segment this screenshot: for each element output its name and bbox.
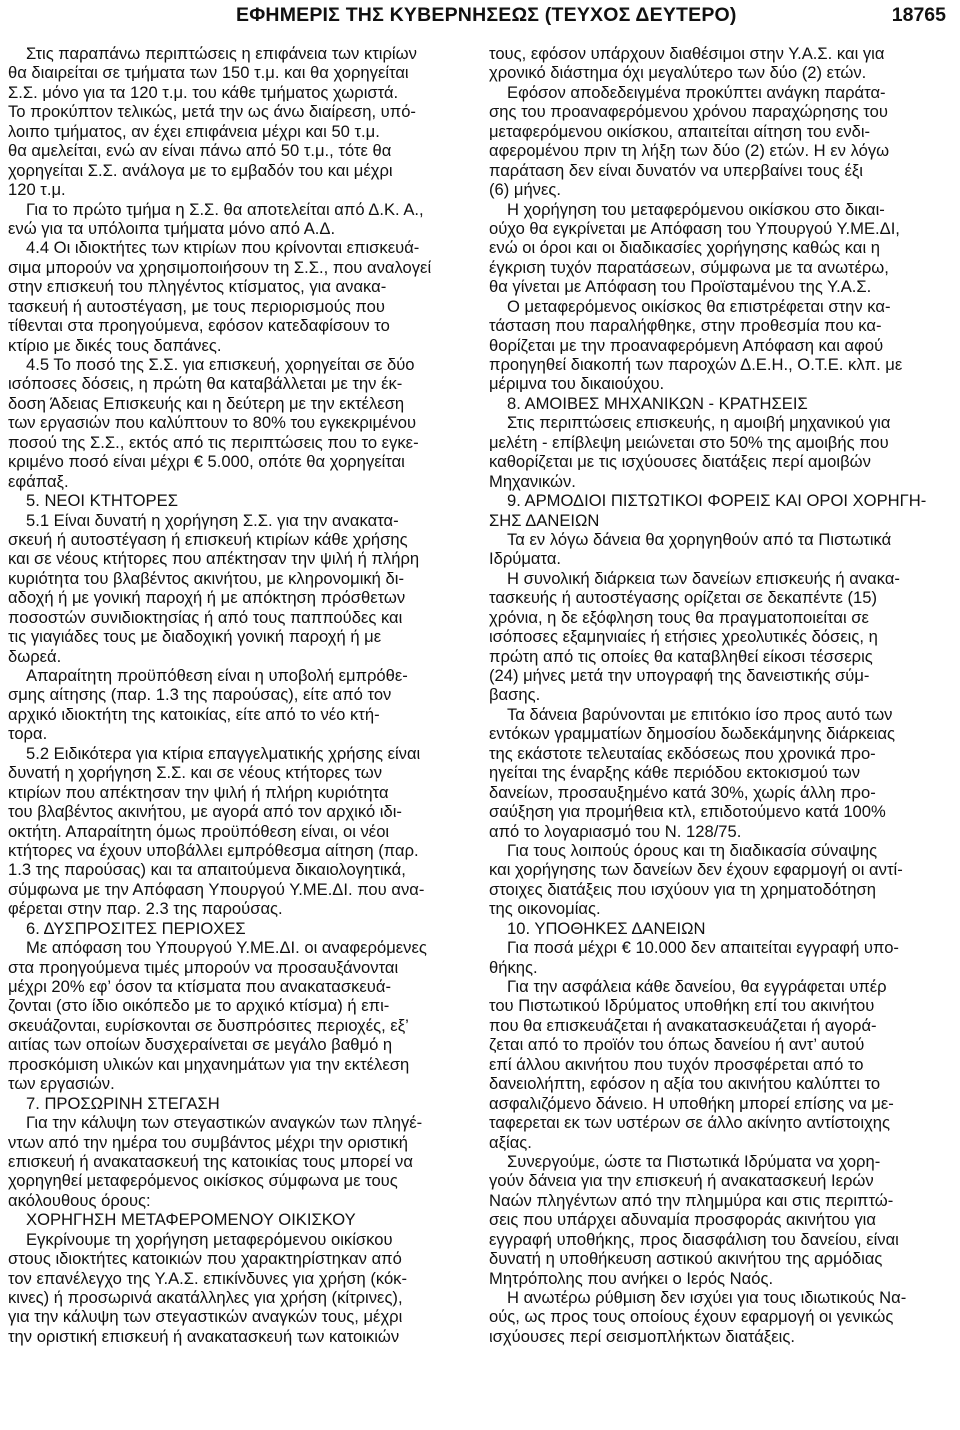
text-line: στα προηγούμενα τιμές μπορούν να προσαυξάνονται <box>8 957 399 977</box>
text-line: 6. ΔΥΣΠΡΟΣΙΤΕΣ ΠΕΡΙΟΧΕΣ <box>26 918 246 938</box>
text-line: κινες) ή προσωρινά ακατάλληλες για χρήση (κίτρινες), <box>8 1288 403 1307</box>
text-line: ισόποσες εξαμηνιαίες ή ετήσιες χρεολυτικές δόσεις, η <box>489 627 878 647</box>
text-line: ΣΗΣ ΔΑΝΕΙΩΝ <box>489 510 600 530</box>
text-line: στους ιδιοκτήτες κατοικιών που χαρακτηρίστηκαν από <box>8 1249 402 1269</box>
text-line: προσκόμιση υλικών και μηχανημάτων για την εκτέλεση <box>8 1054 410 1074</box>
text-line: ποσοστών συνιδιοκτησίας ή από τους παππούδες και <box>8 607 403 627</box>
text-line: 5. ΝΕΟΙ ΚΤΗΤΟΡΕΣ <box>26 491 178 511</box>
text-line: του βλαβέντος ακινήτου, με αγορά από τον αρχικό ιδι- <box>8 802 402 822</box>
text-line: τασκευής ή αυτοστέγασης ορίζεται σε δεκαπέντε (15) <box>489 588 878 608</box>
text-line: σκευάζονται, ευρίσκονται σε δυσπρόσιτες περιοχές, εξ’ <box>8 1015 409 1035</box>
text-line: Μητρόπολης που ανήκει ο Ιερός Ναός. <box>489 1268 774 1288</box>
text-line: θα γίνεται με Απόφαση του Προϊσταμένου της Υ.Α.Σ. <box>489 277 872 297</box>
text-line: ενώ για τα υπόλοιπα τμήματα μόνο από Α.Δ. <box>8 218 336 238</box>
text-line: δοση Άδειας Επισκευής και η δεύτερη με την εκτέλεση <box>8 393 405 413</box>
text-line: σμης αίτησης (παρ. 1.3 της παρούσας), είτε από τον <box>8 685 392 705</box>
text-line: Η ανωτέρω ρύθμιση δεν ισχύει για τους ιδιωτικούς Να- <box>507 1288 907 1307</box>
text-line: καθορίζεται με τις ισχύουσες διατάξεις περί αμοιβών <box>489 452 871 472</box>
text-line: στοιχες διατάξεις που ισχύουν για τη χρηματοδότηση <box>489 879 876 899</box>
text-line: των εργασιών που καλύπτουν το 80% του εγκεκριμένου <box>8 413 417 433</box>
text-line: Για το πρώτο τμήμα η Σ.Σ. θα αποτελείται από Δ.Κ. Α., <box>26 199 424 219</box>
text-line: σύμφωνα με την Απόφαση Υπουργού Υ.ΜΕ.ΔΙ. που ανα- <box>8 879 425 899</box>
gazette-title: ΕΦΗΜΕΡΙΣ ΤΗΣ ΚΥΒΕΡΝΗΣΕΩΣ (ΤΕΥΧΟΣ ΔΕΥΤΕΡΟ) <box>236 4 737 26</box>
text-line: Για ποσά μέχρι € 10.000 δεν απαιτείται εγγραφή υπο- <box>507 938 899 958</box>
text-line: φέρεται στην παρ. 2.3 της παρούσας. <box>8 899 283 919</box>
text-line: μελέτη - επίβλεψη μειώνεται στο 50% της αμοιβής που <box>489 432 889 452</box>
text-line: χορηγηθεί μεταφερόμενος οικίσκος σύμφωνα με τους <box>8 1171 398 1191</box>
text-line: μέχρι 20% εφ’ όσον τα κτίσματα που ανακατασκευά- <box>8 977 391 996</box>
text-line: τάσταση που παραλήφθηκε, στην προθεσμία που κα- <box>489 316 882 336</box>
right-column <box>489 44 951 1346</box>
text-line: θορίζεται με την προαναφερόμενη Απόφαση και αφού <box>489 335 884 355</box>
text-line: εντόκων γραμματίων δημοσίου δωδεκάμηνης διάρκειας <box>489 724 896 744</box>
text-line: έγκριση τυχόν παρατάσεων, σύμφωνα με τα ανωτέρω, <box>489 257 889 277</box>
text-line: των εργασιών. <box>8 1074 115 1094</box>
text-line: σαύξηση για προμήθεια κτλ, επιδοτούμενο κατά 100% <box>489 802 886 822</box>
text-line: της οικονομίας. <box>489 899 601 919</box>
text-line: για την κάλυψη των στεγαστικών αναγκών τους, μέχρι <box>8 1307 403 1327</box>
page-header <box>0 4 960 32</box>
text-line: χρόνια, η δε εξόφληση τους θα πραγματοποιείται σε <box>489 607 869 627</box>
text-line: ασφαλιζόμενο δάνειο. Η υποθήκη μπορεί επίσης να με- <box>489 1093 894 1113</box>
text-line: τίθενται στα προηγούμενα, εφόσον κατεδαφίσουν το <box>8 316 390 336</box>
text-line: 10. ΥΠΟΘΗΚΕΣ ΔΑΝΕΙΩΝ <box>507 918 706 938</box>
text-line: κυριότητα του βλαβέντος ακινήτου, με κληρονομική δι- <box>8 568 404 588</box>
text-line: Με απόφαση του Υπουργού Υ.ΜΕ.ΔΙ. οι αναφερόμενες <box>26 938 427 958</box>
text-line: ζονται (στο ίδιο οικόπεδο με το αρχικό κτίσμα) ή επι- <box>8 996 390 1016</box>
text-line: ταφερεται εκ των υστέρων σε άλλο ακίνητο αντίστοιχης <box>489 1113 891 1133</box>
text-line: δυνατή η χορήγηση Σ.Σ. και σε νέους κτήτορες των <box>8 763 383 783</box>
text-line: επισκευή ή ανακατασκευή της κατοικίας τους μπορεί να <box>8 1151 413 1171</box>
text-line: εγγραφή υποθήκης, προς διασφάλιση του δανείου, είναι <box>489 1229 899 1249</box>
text-line: μεταφερόμενου οικίσκου, απαιτείται αίτηση του ενδι- <box>489 121 871 141</box>
text-line: Το προκύπτον τελικώς, μετά την ως άνω διαίρεση, υπό- <box>8 102 416 122</box>
text-line: κτήτορες να έχουν υποβάλλει εμπρόθεσμα αίτηση (παρ. <box>8 840 419 860</box>
left-column <box>8 44 470 1346</box>
text-line: τις γιαγιάδες τους με διαδοχική γονική παροχή ή με <box>8 627 382 647</box>
text-line: δανείων, προσαυξημένο κατά 30%, χωρίς άλλη προ- <box>489 782 876 802</box>
text-line: ντων από την ημέρα του συμβάντος μέχρι την οριστική <box>8 1132 409 1152</box>
text-line: ακόλουθους όρους: <box>8 1190 151 1210</box>
text-line: από το λογαριασμό του Ν. 128/75. <box>489 821 742 841</box>
text-line: 5.2 Ειδικότερα για κτίρια επαγγελματικής χρήσης είναι <box>26 743 421 763</box>
text-line: ούς, ως προς τους οποίους έχουν εφαρμογή οι γενικώς <box>489 1307 894 1327</box>
text-line: Ο μεταφερόμενος οικίσκος θα επιστρέφεται στην κα- <box>507 296 891 316</box>
text-line: αρχικό ιδιοκτήτη της κατοικίας, είτε από το νέο κτή- <box>8 704 380 724</box>
text-line: Για την ασφάλεια κάθε δανείου, θα εγγράφεται υπέρ <box>507 977 887 996</box>
text-line: δανειολήπτη, εφόσον η αξία του ακινήτου καλύπτει το <box>489 1074 881 1094</box>
text-line: 5.1 Είναι δυνατή η χορήγηση Σ.Σ. για την ανακατα- <box>26 510 399 530</box>
text-line: Εγκρίνουμε τη χορήγηση μεταφερόμενου οικίσκου <box>26 1229 393 1249</box>
text-line: 120 τ.μ. <box>8 180 66 200</box>
text-line: λοιπο τμήματος, αν έχει επιφάνεια μέχρι και 50 τ.μ. <box>8 121 380 141</box>
text-line: τους, εφόσον υπάρχουν διαθέσιμοι στην Υ.Α.Σ. και για <box>489 44 885 63</box>
text-line: σης του προαναφερόμενου χρόνου παραχώρησης του <box>489 102 888 122</box>
text-line: Για τους λοιπούς όρους και τη διαδικασία σύναψης <box>507 840 878 860</box>
text-line: ούχο θα εγκρίνεται με Απόφαση του Υπουργού Υ.ΜΕ.ΔΙ, <box>489 218 900 238</box>
text-line: Τα δάνεια βαρύνονται με επιτόκιο ίσο προς αυτό των <box>507 704 893 724</box>
text-line: βασης. <box>489 685 541 705</box>
text-line: Για την κάλυψη των στεγαστικών αναγκών των πληγέ- <box>26 1113 423 1133</box>
text-line: προηγηθεί διακοπή των παροχών Δ.Ε.Η., Ο.Τ.Ε. κλπ. με <box>489 355 903 374</box>
text-line: τασκευή ή αυτοστέγαση, με τους περιορισμούς που <box>8 296 385 316</box>
text-line: μέριμνα του δικαιούχου. <box>489 374 665 394</box>
text-line: και σε νέους κτήτορες που απέκτησαν την ψιλή ή πλήρη <box>8 549 420 569</box>
text-line: γούν δάνεια για την επισκευή ή ανακατασκευή Ιερών <box>489 1171 874 1191</box>
text-line: ΧΟΡΗΓΗΣΗ ΜΕΤΑΦΕΡΟΜΕΝΟΥ ΟΙΚΙΣΚΟΥ <box>26 1210 356 1230</box>
text-line: αξίας. <box>489 1132 532 1152</box>
text-line: ισόποσες δόσεις, η πρώτη θα καταβάλλεται με την έκ- <box>8 374 403 394</box>
text-line: τορα. <box>8 724 48 744</box>
text-line: πρώτη από τις οποίες θα καταβληθεί είκοσι τέσσερις <box>489 646 873 666</box>
text-line: σεις που υπάρχει αδυναμία προσφοράς ακινήτου για <box>489 1210 876 1230</box>
text-line: Η συνολική διάρκεια των δανείων επισκευής ή ανακα- <box>507 568 900 588</box>
text-line: ηγείται της έναρξης κάθε περιόδου εκτοκισμού των <box>489 763 860 783</box>
text-line: την οριστική επισκευή ή ανακατασκευή των κατοικιών <box>8 1326 400 1346</box>
text-line: επί άλλου ακινήτου που τυχόν προσφέρεται από το <box>489 1054 864 1074</box>
text-line: (24) μήνες μετά την υπογραφή της δανειστικής σύμ- <box>489 666 870 685</box>
text-line: θα διαιρείται σε τμήματα των 150 τ.μ. και θα χορηγείται <box>8 63 409 83</box>
text-line: Απαραίτητη προϋπόθεση είναι η υποβολή εμπρόθε- <box>26 666 408 685</box>
text-line: Σ.Σ. μόνο για τα 120 τ.μ. του κάθε τμήματος χωριστά. <box>8 82 399 102</box>
text-line: Εφόσον αποδεδειγμένα προκύπτει ανάγκη παράτα- <box>507 82 886 102</box>
text-line: παράταση δεν είναι δυνατόν να υπερβαίνει τους έξι <box>489 160 863 180</box>
text-line: 8. ΑΜΟΙΒΕΣ ΜΗΧΑΝΙΚΩΝ - ΚΡΑΤΗΣΕΙΣ <box>507 393 808 413</box>
text-line: Η χορήγηση του μεταφερόμενου οικίσκου στο δικαι- <box>507 199 885 219</box>
text-line: 1.3 της παρούσας) και τα απαιτούμενα δικαιολογητικά, <box>8 860 406 880</box>
text-line: χορηγείται Σ.Σ. ανάλογα με το εμβαδόν του και μέχρι <box>8 160 393 180</box>
text-line: δωρεά. <box>8 646 62 666</box>
page-number: 18765 <box>891 4 946 26</box>
text-line: 7. ΠΡΟΣΩΡΙΝΗ ΣΤΕΓΑΣΗ <box>26 1093 220 1113</box>
text-line: εφάπαξ. <box>8 471 69 491</box>
text-line: αφερομένου πριν τη λήξη των δύο (2) ετών. Η εν λόγω <box>489 141 890 161</box>
text-line: ποσού της Σ.Σ., εκτός από τις περιπτώσεις που το εγκε- <box>8 432 419 452</box>
text-line: Συνεργούμε, ώστε τα Πιστωτικά Ιδρύματα να χορη- <box>507 1151 881 1171</box>
text-line: Ιδρύματα. <box>489 549 562 569</box>
text-line: 4.4 Οι ιδιοκτήτες των κτιρίων που κρίνονται επισκευά- <box>26 238 420 258</box>
text-line: αιτίας των οποίων δυσχεραίνεται σε μεγάλο βαθμό η <box>8 1035 393 1055</box>
text-line: δυνατή η υποθήκευση αστικού ακινήτου της αρμόδιας <box>489 1249 883 1269</box>
text-line: χρονικό διάστημα όχι μεγαλύτερο των δύο (2) ετών. <box>489 63 867 83</box>
text-line: Στις περιπτώσεις επισκευής, η αμοιβή μηχανικού για <box>507 413 891 433</box>
text-line: θήκης. <box>489 957 538 977</box>
text-line: 4.5 Το ποσό της Σ.Σ. για επισκευή, χορηγείται σε δύο <box>26 355 415 374</box>
text-line: θα αμελείται, ενώ αν είναι πάνω από 50 τ.μ., τότε θα <box>8 141 392 161</box>
text-line: κριμένο ποσό είναι μέχρι € 5.000, οπότε θα χορηγείται <box>8 452 405 472</box>
text-line: 9. ΑΡΜΟΔΙΟΙ ΠΙΣΤΩΤΙΚΟΙ ΦΟΡΕΙΣ ΚΑΙ ΟΡΟΙ ΧΟΡΗΓΗ- <box>507 491 927 511</box>
text-line: κτίριο με δικές τους δαπάνες. <box>8 335 222 355</box>
text-line: στην επισκευή του πληγέντος κτίσματος, για ανακα- <box>8 277 387 297</box>
text-line: τον επανέλεγχο της Υ.Α.Σ. επικίνδυνες για χρήση (κόκ- <box>8 1268 407 1288</box>
text-line: που θα επισκευάζεται ή ανακατασκευάζεται ή αγορά- <box>489 1015 877 1035</box>
text-line: αδοχή ή με γονική παροχή ή με απόκτηση πρόσθετων <box>8 588 406 608</box>
text-line: ισχύουσες περί σεισμοπλήκτων διατάξεις. <box>489 1326 795 1346</box>
text-line: του Πιστωτικού Ιδρύματος υποθήκη επί του ακινήτου <box>489 996 875 1016</box>
text-line: Μηχανικών. <box>489 471 576 491</box>
text-line: σιμα μπορούν να χρησιμοποιήσουν τη Σ.Σ., που αναλογεί <box>8 257 432 277</box>
text-line: της εκάστοτε τελευταίας εκδόσεως που χρονικά προ- <box>489 743 876 763</box>
text-line: οκτήτη. Απαραίτητη όμως προϋπόθεση είναι, οι νέοι <box>8 821 390 841</box>
text-line: Τα εν λόγω δάνεια θα χορηγηθούν από τα Πιστωτικά <box>507 529 892 549</box>
text-line: ζεται από το προϊόν του όπως δανείου ή αντ’ αυτού <box>489 1035 865 1055</box>
text-line: ενώ οι όροι και οι διαδικασίες χορήγησης καθώς και η <box>489 238 881 258</box>
text-line: (6) μήνες. <box>489 180 561 200</box>
text-line: Στις παραπάνω περιπτώσεις η επιφάνεια των κτιρίων <box>26 44 417 63</box>
text-line: σκευή ή αυτοστέγαση ή επισκευή κτιρίων κάθε χρήσης <box>8 529 408 549</box>
text-line: και χορήγησης των δανείων δεν έχουν εφαρμογή οι αντί- <box>489 860 903 880</box>
text-line: Ναών πληγέντων από την πλημμύρα και στις περιπτώ- <box>489 1190 894 1210</box>
text-line: κτιρίων που απέκτησαν την ψιλή ή πλήρη κυριότητα <box>8 782 389 802</box>
